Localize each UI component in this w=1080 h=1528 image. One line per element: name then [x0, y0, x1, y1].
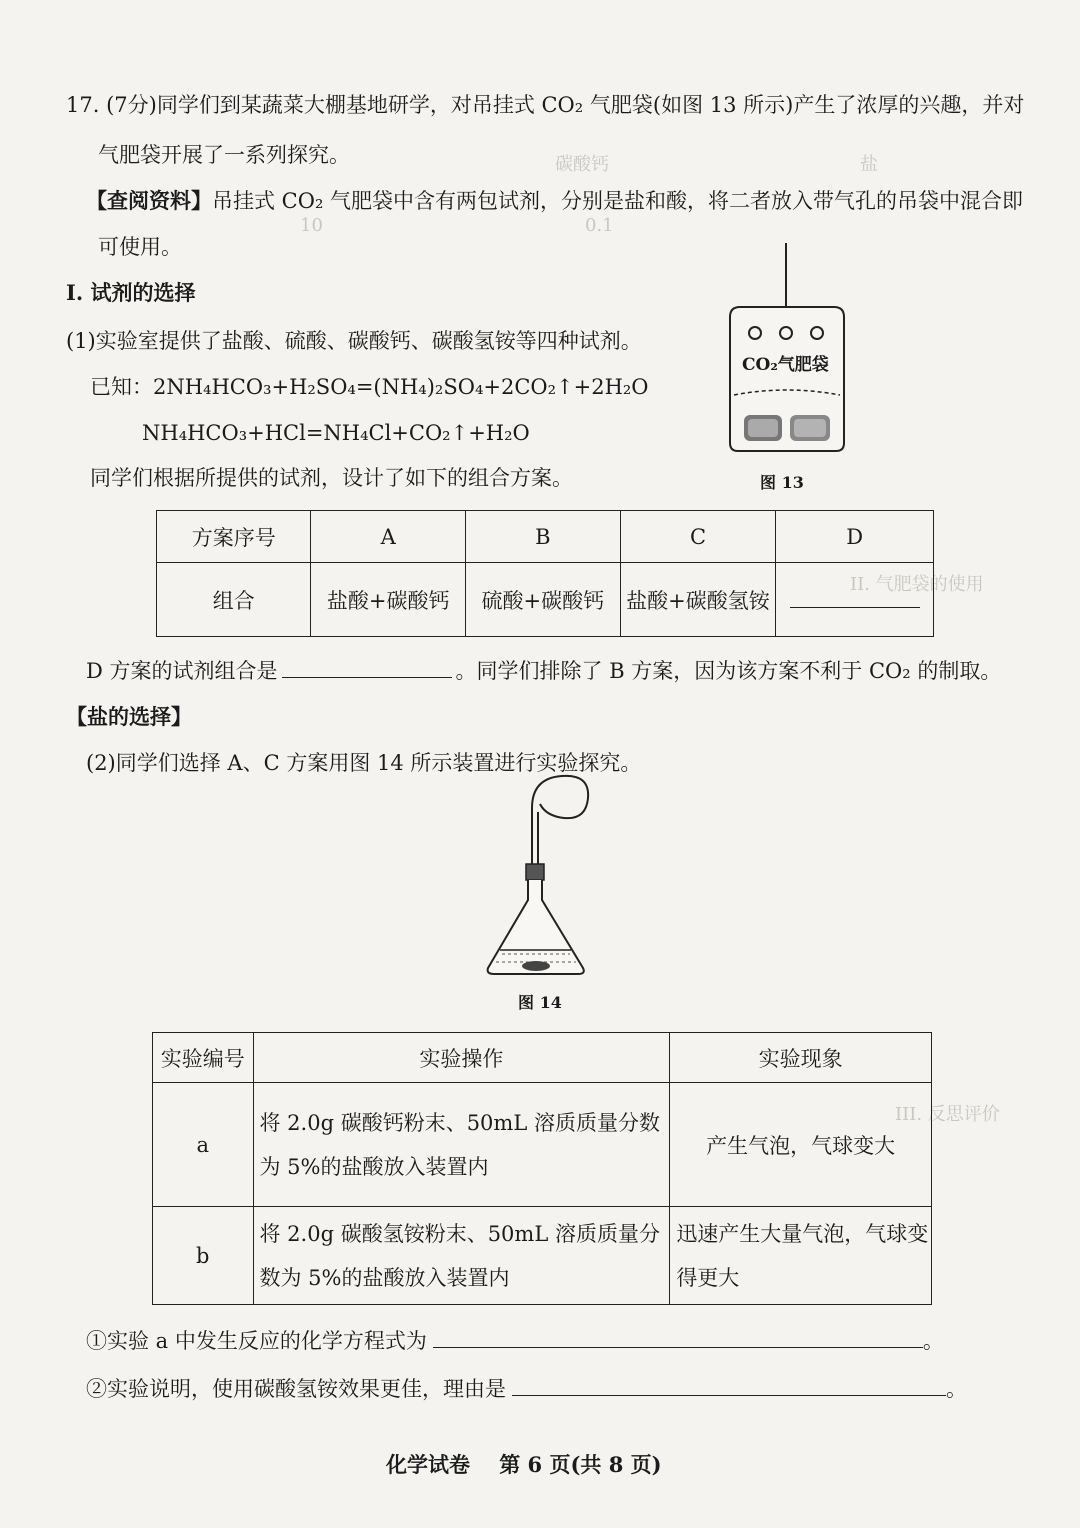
table-header: A — [311, 511, 466, 563]
question-2: (2)同学们选择 A、C 方案用图 14 所示装置进行实验探究。 — [86, 751, 642, 775]
table-cell: 将 2.0g 碳酸钙粉末、50mL 溶质质量分数为 5%的盐酸放入装置内 — [253, 1083, 670, 1207]
sub-question-1 — [86, 1326, 944, 1356]
figure-14-caption: 图 14 — [518, 993, 562, 1012]
scheme-table — [156, 510, 934, 637]
bleed-text: 0.1 — [585, 215, 614, 236]
table-cell: 产生气泡，气球变大 — [670, 1083, 932, 1207]
table-row — [153, 1033, 932, 1083]
table-header: 实验编号 — [153, 1033, 254, 1083]
table-header: 方案序号 — [157, 511, 311, 563]
table-header: 实验现象 — [670, 1033, 932, 1083]
answer-blank-d-cell[interactable] — [776, 563, 934, 637]
reference-text: 吊挂式 CO₂ 气肥袋中含有两包试剂，分别是盐和酸，将二者放入带气孔的吊袋中混合即 — [212, 189, 1024, 213]
sub-question-2-text: ②实验说明，使用碳酸氢铵效果更佳，理由是 — [86, 1377, 506, 1401]
table-cell: 盐酸+碳酸钙 — [311, 563, 466, 637]
d-scheme-prefix: D 方案的试剂组合是 — [86, 659, 278, 683]
answer-blank-reason[interactable] — [512, 1375, 946, 1396]
d-scheme-suffix: 。同学们排除了 B 方案，因为该方案不利于 CO₂ 的制取。 — [455, 659, 1002, 683]
table-cell: b — [153, 1207, 254, 1305]
sub-question-1-text: ①实验 a 中发生反应的化学方程式为 — [86, 1329, 427, 1353]
table-row — [153, 1083, 932, 1207]
table-cell: 迅速产生大量气泡，气球变得更大 — [670, 1207, 932, 1305]
table-header: D — [776, 511, 934, 563]
table-cell: 组合 — [157, 563, 311, 637]
bleed-text: II. 气肥袋的使用 — [850, 574, 984, 595]
answer-blank-equation[interactable] — [433, 1327, 923, 1348]
equation-2: NH₄HCO₃+HCl=NH₄Cl+CO₂↑+H₂O — [142, 421, 530, 445]
sub-question-2 — [86, 1374, 967, 1404]
period: 。 — [922, 1329, 944, 1353]
period: 。 — [946, 1377, 967, 1401]
question-line-2: 气肥袋开展了一系列探究。 — [98, 143, 350, 167]
experiment-table — [152, 1032, 932, 1305]
section-2-title: 【盐的选择】 — [66, 704, 192, 729]
question-1: (1)实验室提供了盐酸、硫酸、碳酸钙、碳酸氢铵等四种试剂。 — [66, 329, 642, 353]
table-row — [157, 563, 934, 637]
section-1-title: I. 试剂的选择 — [66, 280, 196, 305]
bleed-text: 盐 — [860, 154, 878, 175]
table-header: B — [466, 511, 621, 563]
table-row — [153, 1207, 932, 1305]
question-line-1: 17. (7分)同学们到某蔬菜大棚基地研学，对吊挂式 CO₂ 气肥袋(如图 13 所示)产生了浓厚的兴趣，并对 — [66, 93, 1025, 117]
answer-blank[interactable] — [790, 587, 920, 608]
table-cell: 硫酸+碳酸钙 — [466, 563, 621, 637]
bleed-text: III. 反思评价 — [895, 1104, 1000, 1125]
bleed-text: 碳酸钙 — [555, 154, 609, 175]
page-footer — [386, 1450, 662, 1480]
bleed-text: 10 — [300, 215, 323, 236]
reference-label: 【查阅资料】 — [86, 188, 212, 213]
table-cell: 盐酸+碳酸氢铵 — [620, 563, 776, 637]
equation-1: 已知：2NH₄HCO₃+H₂SO₄=(NH₄)₂SO₄+2CO₂↑+2H₂O — [90, 375, 649, 399]
table-cell: a — [153, 1083, 254, 1207]
table-header: 实验操作 — [253, 1033, 670, 1083]
footer-page-number: 第 6 页(共 8 页) — [499, 1452, 662, 1477]
table-cell: 将 2.0g 碳酸氢铵粉末、50mL 溶质质量分数为 5%的盐酸放入装置内 — [253, 1207, 670, 1305]
design-text: 同学们根据所提供的试剂，设计了如下的组合方案。 — [90, 466, 573, 490]
reference-line-2: 可使用。 — [98, 235, 182, 259]
reference-line-1 — [86, 186, 1023, 216]
footer-subject: 化学试卷 — [386, 1452, 470, 1477]
table-row — [157, 511, 934, 563]
bag-label: CO₂气肥袋 — [742, 355, 829, 375]
d-scheme-line — [86, 656, 1001, 686]
table-header: C — [620, 511, 776, 563]
figure-13-caption: 图 13 — [760, 473, 804, 492]
flask-balloon-figure — [470, 768, 620, 988]
answer-blank-d[interactable] — [282, 657, 452, 678]
